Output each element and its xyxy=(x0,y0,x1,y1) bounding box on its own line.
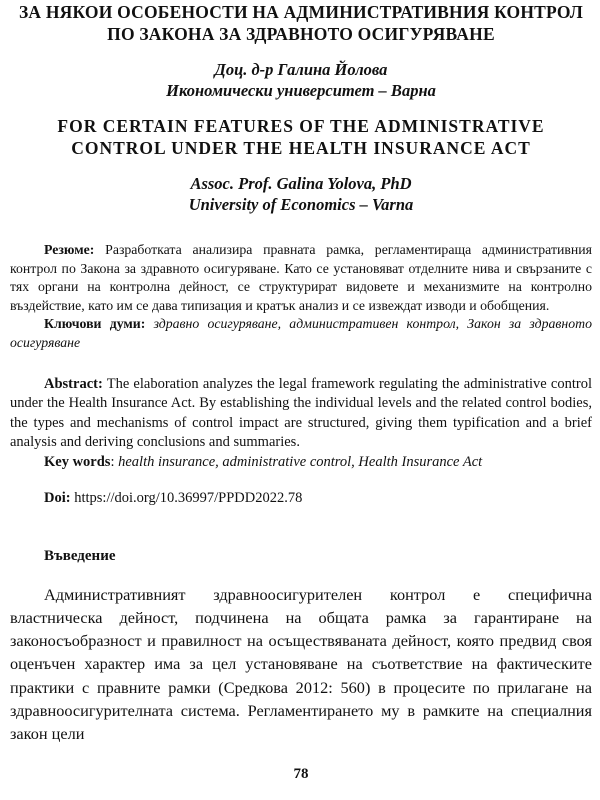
abstract-english-label: Abstract: xyxy=(44,375,103,392)
keywords-english-text: health insurance, administrative control, Health Insurance Act xyxy=(118,453,483,470)
keywords-english-label: Key words xyxy=(44,453,111,470)
keywords-bulgarian-text: здравно осигуряване, административен контрол, Закон за здравното осигуряване xyxy=(10,316,592,350)
introduction-paragraph: Административният здравноосигурителен контрол е специфична властническа дейност, подчинена на общата рамка за гарантиране на законосъобразност и правилност на осъществяваната дейност, която предвид своя оценъчен характер има за цел установяване на съответствие на фактическите практики с правните рамки (Средкова 2012: 560) в процесите по прилагане на здравноосигурителната система. Регламентирането му в рамките на специалния закон цели xyxy=(10,585,592,743)
section-heading-introduction: Въведение xyxy=(44,548,116,565)
keywords-english-separator: : xyxy=(110,453,119,470)
abstract-bulgarian xyxy=(10,241,592,315)
keywords-english xyxy=(10,453,592,473)
author-block-english xyxy=(10,173,592,215)
paper-title-bulgarian: ЗА НЯКОИ ОСОБЕНОСТИ НА АДМИНИСТРАТИВНИЯ КОНТРОЛ ПО ЗАКОНА ЗА ЗДРАВНОТО ОСИГУРЯВАНЕ xyxy=(18,2,584,44)
abstract-english xyxy=(10,375,592,453)
author-name-english: Assoc. Prof. Galina Yolova, PhD xyxy=(190,174,412,193)
abstract-bulgarian-text: Разработката анализира правната рамка, регламентираща административния контрол по Закона за здравното осигуряване. Като се установяват отделните нива и свързаните с тях органи на контролна дейност, се структурират видовете и механизмите на контролно въздействие, като им се дава типизация и кратък анализ и се извеждат изводи и обобщения. xyxy=(10,242,592,313)
author-block-bulgarian xyxy=(10,59,592,101)
page-number: 78 xyxy=(293,766,309,782)
paper-page xyxy=(10,0,592,800)
affiliation-bulgarian: Икономически университет – Варна xyxy=(166,81,436,100)
abstract-bulgarian-label: Резюме: xyxy=(44,242,95,257)
keywords-bulgarian-label: Ключови думи: xyxy=(44,316,146,332)
keywords-bulgarian xyxy=(10,315,592,352)
author-name-bulgarian: Доц. д-р Галина Йолова xyxy=(214,60,388,79)
paper-title-english: FOR CERTAIN FEATURES OF THE ADMINISTRATIVE CONTROL UNDER THE HEALTH INSURANCE ACT xyxy=(57,116,545,158)
abstract-english-text: The elaboration analyzes the legal framework regulating the administrative control under the Health Insurance Act. By establishing the individual levels and the related control bodies, the types and mechanisms of control impact are structured, giving them typification and a brief analysis and deriving conclusions and summaries. xyxy=(10,375,592,451)
doi-label: Doi: xyxy=(44,489,71,506)
affiliation-english: University of Economics – Varna xyxy=(188,195,414,214)
doi-line xyxy=(10,489,592,509)
doi-link[interactable]: https://doi.org/10.36997/PPDD2022.78 xyxy=(70,489,303,506)
